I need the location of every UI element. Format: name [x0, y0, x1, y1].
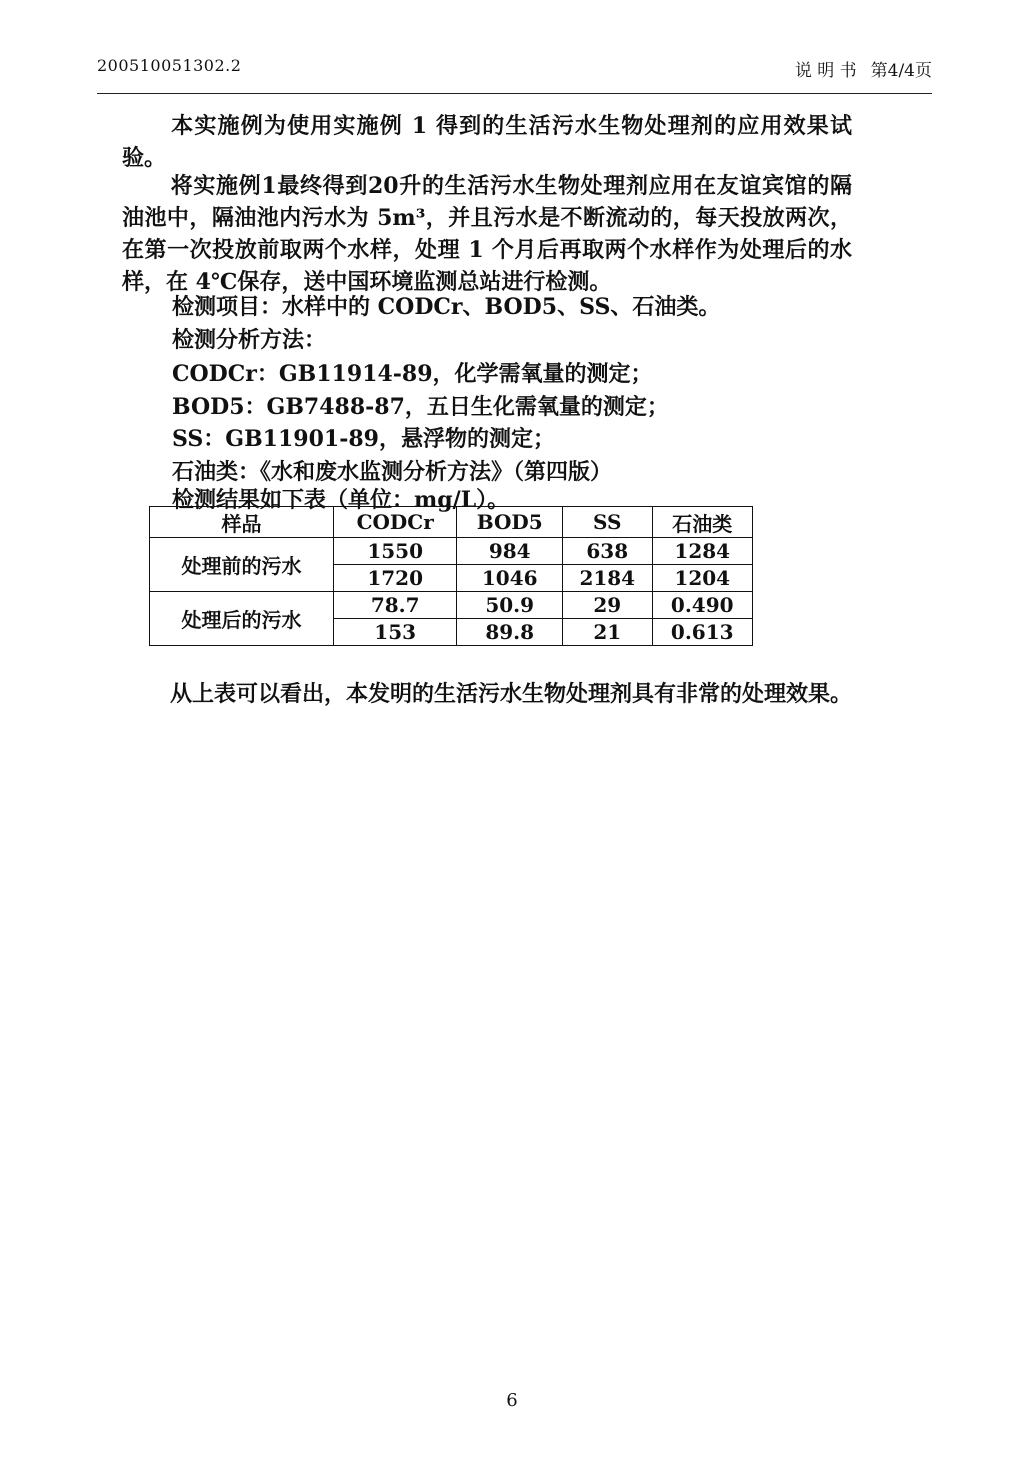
table-cell: 89.8 — [457, 619, 563, 646]
page-indicator: 第4/4页 — [870, 61, 932, 81]
method-bod: BOD5：GB7488-87，五日生化需氧量的测定； — [172, 394, 669, 420]
page-number: 6 — [506, 1390, 518, 1411]
paragraph-application — [122, 170, 852, 298]
table-cell: 50.9 — [457, 592, 563, 619]
table-header-cell: 样品 — [150, 507, 334, 538]
table-cell: 0.613 — [652, 619, 753, 646]
table-header-cell: SS — [563, 507, 652, 538]
table-cell: 638 — [563, 538, 652, 565]
table-header-cell: CODCr — [334, 507, 457, 538]
methods-title: 检测分析方法： — [172, 327, 327, 353]
results-intro: 检测结果如下表（单位：mg/L）。 — [172, 487, 510, 513]
table-header-cell: BOD5 — [457, 507, 563, 538]
table-header-row — [150, 507, 753, 538]
paragraph-conclusion — [122, 678, 852, 710]
table-row — [150, 592, 753, 619]
document-title: 说 明 书 — [794, 61, 857, 81]
table-cell: 1204 — [652, 565, 753, 592]
paragraph-intro-text: 本实施例为使用实施例 1 得到的生活污水生物处理剂的应用效果试验。 — [122, 113, 852, 171]
table-cell: 1550 — [334, 538, 457, 565]
table-cell: 2184 — [563, 565, 652, 592]
test-items: 检测项目：水样中的 CODCr、BOD5、SS、石油类。 — [172, 294, 721, 320]
table-cell: 21 — [563, 619, 652, 646]
sample-label-after: 处理后的污水 — [150, 592, 334, 646]
header-divider — [97, 93, 932, 94]
method-ss: SS：GB11901-89，悬浮物的测定； — [172, 426, 555, 452]
table-cell: 29 — [563, 592, 652, 619]
document-number: 200510051302.2 — [97, 56, 242, 75]
method-oil: 石油类：《水和废水监测分析方法》（第四版） — [172, 459, 613, 485]
paragraph-application-text: 将实施例1最终得到20升的生活污水生物处理剂应用在友谊宾馆的隔油池中，隔油池内污水为 5m³，并且污水是不断流动的，每天投放两次，在第一次投放前取两个水样，处理 1 个月后再取两个水样作为处理后的水样，在 4℃保存，送中国环境监测总站进行检测。 — [122, 173, 852, 295]
table-cell: 153 — [334, 619, 457, 646]
header-right — [781, 56, 932, 81]
sample-label-before: 处理前的污水 — [150, 538, 334, 592]
page-header — [97, 56, 932, 86]
table-cell: 78.7 — [334, 592, 457, 619]
table-cell: 0.490 — [652, 592, 753, 619]
method-cod: CODCr：GB11914-89，化学需氧量的测定； — [172, 361, 653, 387]
paragraph-intro — [122, 110, 852, 174]
table-cell: 1046 — [457, 565, 563, 592]
table-cell: 984 — [457, 538, 563, 565]
table-cell: 1284 — [652, 538, 753, 565]
table-cell: 1720 — [334, 565, 457, 592]
table-row — [150, 538, 753, 565]
table-header-cell: 石油类 — [652, 507, 753, 538]
paragraph-conclusion-text: 从上表可以看出，本发明的生活污水生物处理剂具有非常的处理效果。 — [170, 681, 853, 707]
results-table — [149, 506, 753, 646]
